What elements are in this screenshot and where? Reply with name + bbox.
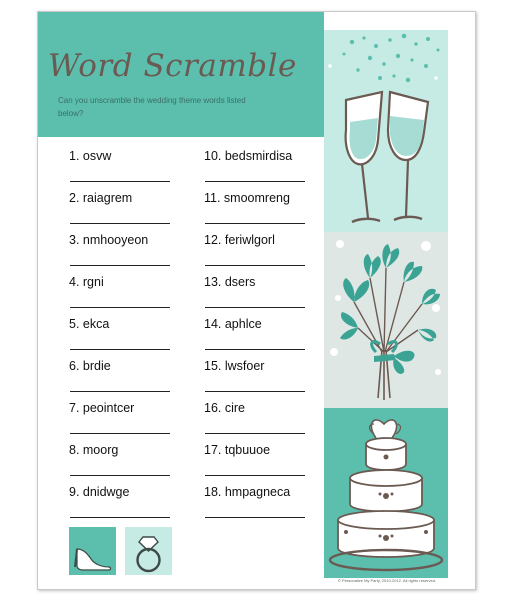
scrambled-word: 16. cire: [204, 401, 245, 415]
answer-line: [70, 181, 170, 182]
ring-tile: [125, 527, 172, 575]
copyright-notice: © Personalize My Party, 2010-2012. All rights reserved.: [338, 578, 437, 583]
word-list-right: [204, 148, 314, 526]
word-item: [69, 358, 179, 400]
answer-line: [70, 223, 170, 224]
word-item: [69, 232, 179, 274]
answer-line: [205, 517, 305, 518]
word-item: [69, 190, 179, 232]
scrambled-word: 1. osvw: [69, 149, 112, 163]
shoe-tile: [69, 527, 116, 575]
answer-line: [70, 517, 170, 518]
instructions: Can you unscramble the wedding theme words listed below?: [58, 96, 246, 118]
scrambled-word: 10. bedsmirdisa: [204, 149, 293, 163]
word-item: [204, 484, 314, 526]
bouquet-panel: [324, 232, 448, 408]
page-title: Word Scramble: [48, 48, 297, 84]
worksheet-page: [37, 11, 476, 590]
answer-line: [205, 307, 305, 308]
scrambled-word: 14. aphlce: [204, 317, 262, 331]
scrambled-word: 9. dnidwge: [69, 485, 130, 499]
word-item: [204, 232, 314, 274]
scrambled-word: 18. hmpagneca: [204, 485, 291, 499]
scrambled-word: 17. tqbuuoe: [204, 443, 271, 457]
answer-line: [205, 433, 305, 434]
word-item: [69, 484, 179, 526]
cake-panel: [324, 408, 448, 578]
answer-line: [205, 265, 305, 266]
word-item: [69, 148, 179, 190]
scrambled-word: 11. smoomreng: [204, 191, 290, 205]
answer-line: [205, 223, 305, 224]
answer-line: [205, 181, 305, 182]
word-item: [69, 442, 179, 484]
answer-line: [70, 391, 170, 392]
scrambled-word: 6. brdie: [69, 359, 111, 373]
word-item: [204, 442, 314, 484]
answer-line: [70, 475, 170, 476]
word-item: [204, 400, 314, 442]
title-banner: [38, 12, 324, 137]
champagne-panel: [324, 30, 448, 232]
scrambled-word: 12. feriwlgorl: [204, 233, 275, 247]
answer-line: [205, 475, 305, 476]
scrambled-word: 8. moorg: [69, 443, 119, 457]
word-item: [69, 400, 179, 442]
word-item: [204, 316, 314, 358]
word-item: [69, 316, 179, 358]
word-item: [204, 148, 314, 190]
scrambled-word: 3. nmhooyeon: [69, 233, 149, 247]
answer-line: [70, 265, 170, 266]
scrambled-word: 13. dsers: [204, 275, 256, 289]
answer-line: [205, 349, 305, 350]
word-item: [204, 358, 314, 400]
answer-line: [205, 391, 305, 392]
scrambled-word: 4. rgni: [69, 275, 104, 289]
scrambled-word: 15. lwsfoer: [204, 359, 265, 373]
scrambled-word: 2. raiagrem: [69, 191, 133, 205]
scrambled-word: 7. peointcer: [69, 401, 135, 415]
answer-line: [70, 433, 170, 434]
word-item: [69, 274, 179, 316]
word-item: [204, 274, 314, 316]
scrambled-word: 5. ekca: [69, 317, 110, 331]
answer-line: [70, 349, 170, 350]
answer-line: [70, 307, 170, 308]
word-list-left: [69, 148, 179, 526]
word-item: [204, 190, 314, 232]
illustration-column: [324, 30, 448, 578]
